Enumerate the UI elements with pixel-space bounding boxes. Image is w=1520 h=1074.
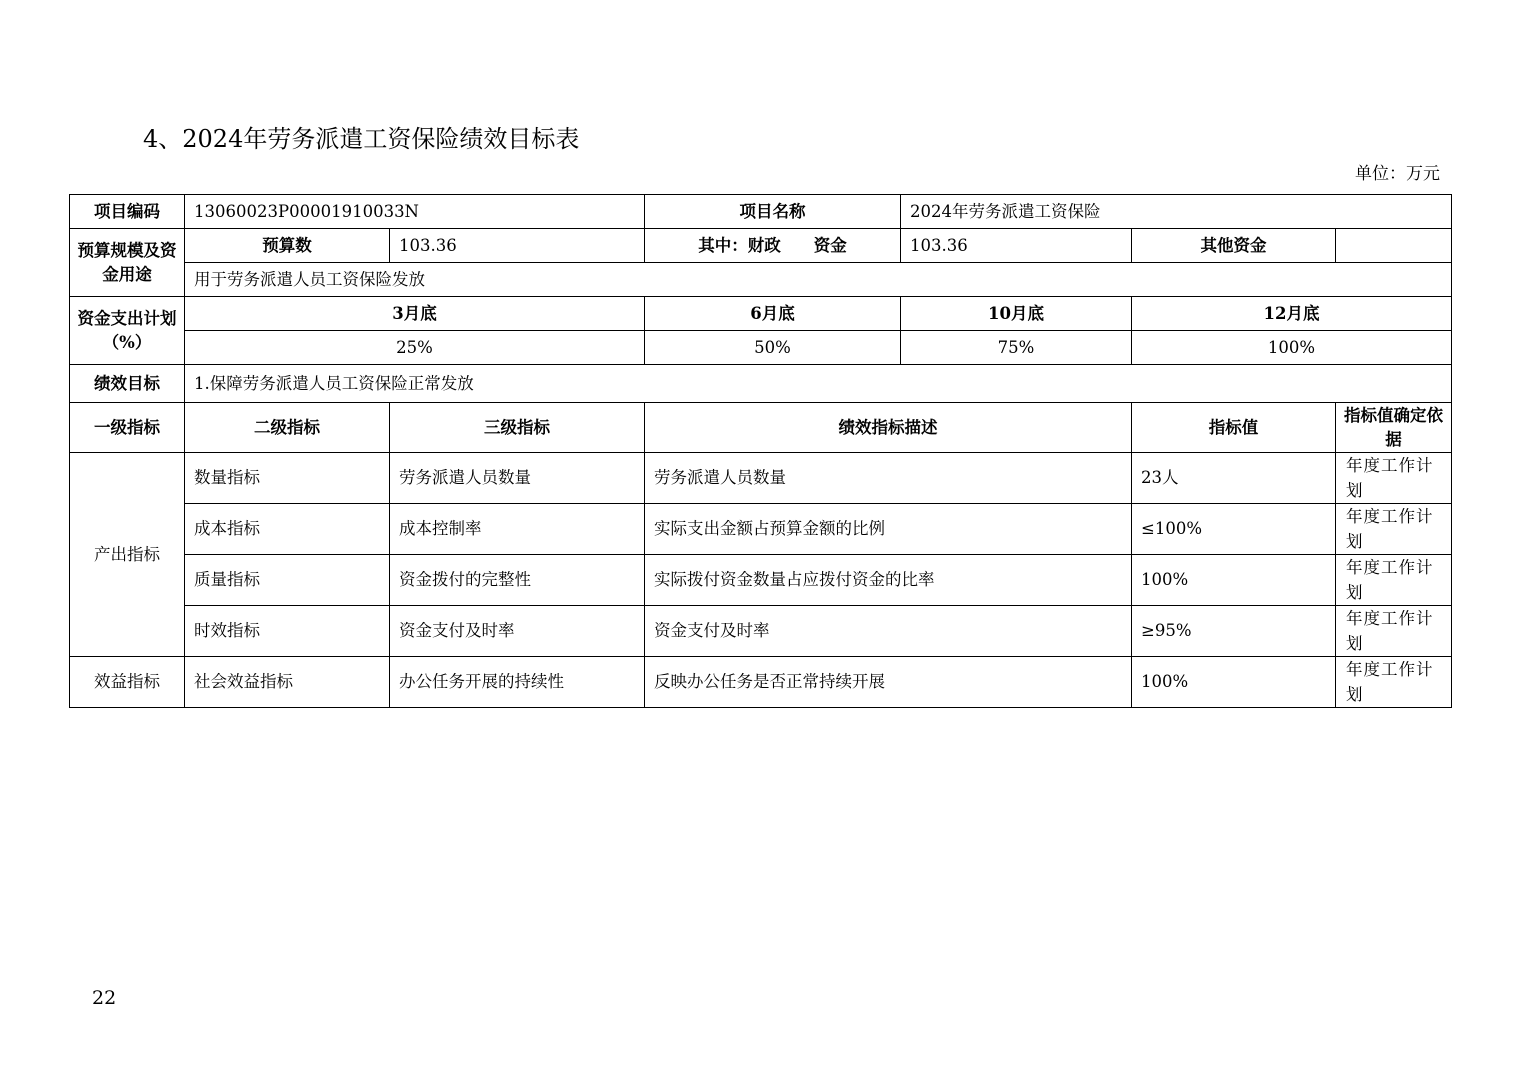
budget-amount-label: 预算数 <box>185 229 390 263</box>
spending-plan-label: 资金支出计划（%） <box>70 297 185 365</box>
level2-cell: 时效指标 <box>185 606 390 657</box>
level2-cell: 社会效益指标 <box>185 657 390 708</box>
header-description: 绩效指标描述 <box>645 403 1132 453</box>
level3-cell: 劳务派遣人员数量 <box>390 453 645 504</box>
value-cell: ≥95% <box>1132 606 1336 657</box>
value-cell: 23人 <box>1132 453 1336 504</box>
budget-section-label: 预算规模及资金用途 <box>70 229 185 297</box>
other-funds-value <box>1336 229 1452 263</box>
level3-cell: 办公任务开展的持续性 <box>390 657 645 708</box>
output-group-label: 产出指标 <box>70 453 185 657</box>
table-row <box>70 504 1452 555</box>
page-number: 22 <box>92 987 117 1009</box>
spending-value-12: 100% <box>1132 331 1452 365</box>
project-info-row <box>70 195 1452 229</box>
description-cell: 实际拨付资金数量占应拨付资金的比率 <box>645 555 1132 606</box>
fund-usage-row <box>70 263 1452 297</box>
benefit-group-label: 效益指标 <box>70 657 185 708</box>
spending-period-12: 12月底 <box>1132 297 1452 331</box>
unit-label: 单位：万元 <box>1355 164 1440 184</box>
table-row <box>70 657 1452 708</box>
description-cell: 反映办公任务是否正常持续开展 <box>645 657 1132 708</box>
basis-cell: 年度工作计划 <box>1336 453 1452 504</box>
page-title: 4、2024年劳务派遣工资保险绩效目标表 <box>143 125 580 153</box>
project-code-label: 项目编码 <box>70 195 185 229</box>
header-value: 指标值 <box>1132 403 1336 453</box>
goal-row <box>70 365 1452 403</box>
basis-cell: 年度工作计划 <box>1336 657 1452 708</box>
description-cell: 资金支付及时率 <box>645 606 1132 657</box>
fiscal-funds-value: 103.36 <box>901 229 1132 263</box>
header-basis: 指标值确定依据 <box>1336 403 1452 453</box>
goal-label: 绩效目标 <box>70 365 185 403</box>
header-level1: 一级指标 <box>70 403 185 453</box>
value-cell: 100% <box>1132 657 1336 708</box>
spending-value-3: 25% <box>185 331 645 365</box>
basis-cell: 年度工作计划 <box>1336 555 1452 606</box>
indicator-header-row <box>70 403 1452 453</box>
project-name-value: 2024年劳务派遣工资保险 <box>901 195 1452 229</box>
spending-period-3: 3月底 <box>185 297 645 331</box>
performance-target-table <box>69 194 1452 708</box>
project-code-value: 13060023P00001910033N <box>185 195 645 229</box>
spending-plan-period-row <box>70 297 1452 331</box>
header-level3: 三级指标 <box>390 403 645 453</box>
basis-cell: 年度工作计划 <box>1336 504 1452 555</box>
value-cell: 100% <box>1132 555 1336 606</box>
budget-row <box>70 229 1452 263</box>
spending-period-10: 10月底 <box>901 297 1132 331</box>
basis-cell: 年度工作计划 <box>1336 606 1452 657</box>
budget-amount-value: 103.36 <box>390 229 645 263</box>
level2-cell: 数量指标 <box>185 453 390 504</box>
level3-cell: 资金支付及时率 <box>390 606 645 657</box>
level2-cell: 质量指标 <box>185 555 390 606</box>
description-cell: 实际支出金额占预算金额的比例 <box>645 504 1132 555</box>
header-level2: 二级指标 <box>185 403 390 453</box>
table-row <box>70 555 1452 606</box>
fund-usage-value: 用于劳务派遣人员工资保险发放 <box>185 263 1452 297</box>
table-row <box>70 453 1452 504</box>
table-row <box>70 606 1452 657</box>
level3-cell: 成本控制率 <box>390 504 645 555</box>
goal-value: 1.保障劳务派遣人员工资保险正常发放 <box>185 365 1452 403</box>
project-name-label: 项目名称 <box>645 195 901 229</box>
value-cell: ≤100% <box>1132 504 1336 555</box>
other-funds-label: 其他资金 <box>1132 229 1336 263</box>
level3-cell: 资金拨付的完整性 <box>390 555 645 606</box>
description-cell: 劳务派遣人员数量 <box>645 453 1132 504</box>
spending-value-10: 75% <box>901 331 1132 365</box>
level2-cell: 成本指标 <box>185 504 390 555</box>
spending-plan-value-row <box>70 331 1452 365</box>
spending-period-6: 6月底 <box>645 297 901 331</box>
spending-value-6: 50% <box>645 331 901 365</box>
fiscal-funds-label: 其中：财政 资金 <box>645 229 901 263</box>
